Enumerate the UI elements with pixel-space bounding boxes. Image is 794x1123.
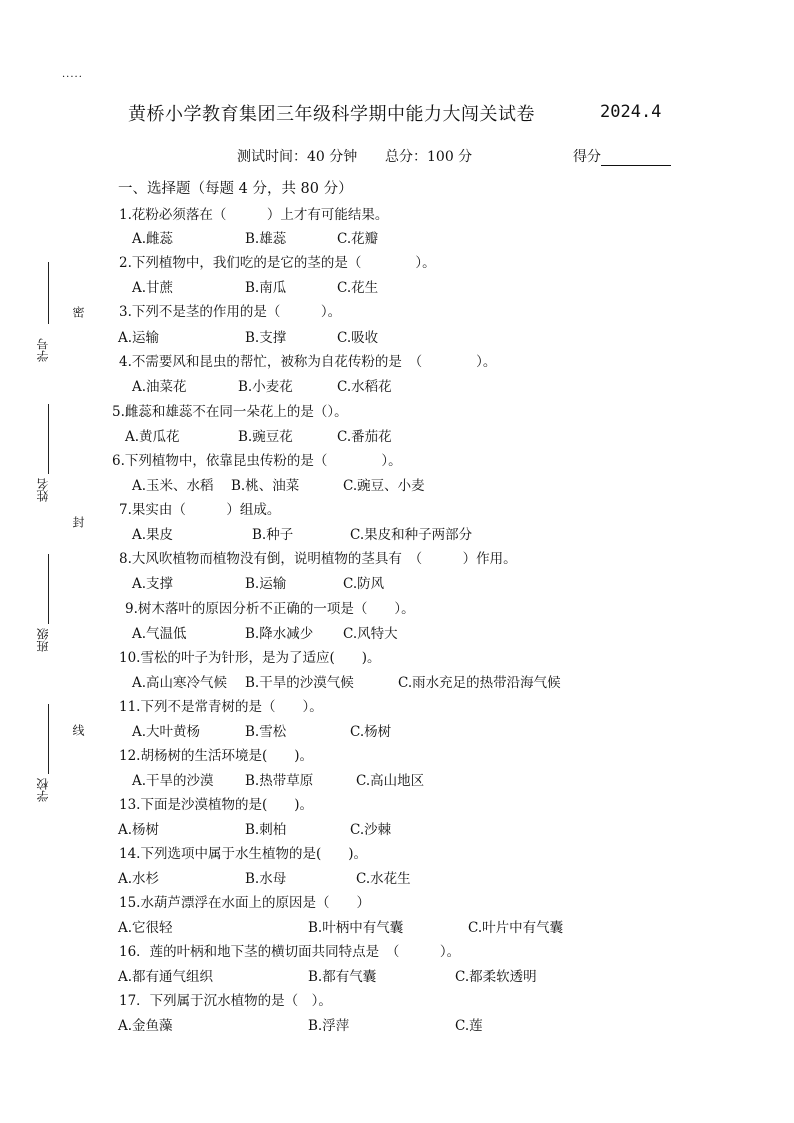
score-blank-line	[601, 151, 671, 166]
question-1: 1.花粉必须落在（ ）上才有可能结果。	[119, 207, 389, 223]
option-5c: C.番茄花	[337, 429, 392, 445]
option-1c: C.花瓣	[337, 231, 379, 247]
question-9: 9.树木落叶的原因分析不正确的一项是（ ）。	[125, 601, 415, 617]
option-10b: B.干旱的沙漠气候	[245, 675, 354, 691]
option-6a: A.玉米、水稻	[132, 478, 214, 494]
name-label: 姓名	[36, 478, 50, 502]
exam-date: 2024.4	[600, 102, 662, 122]
option-3a: A.运输	[118, 330, 160, 346]
corner-dots: ·····	[62, 72, 83, 83]
option-9a: A.气温低	[132, 626, 187, 642]
seal-char-feng: 封	[71, 516, 85, 528]
option-4b: B.小麦花	[238, 379, 293, 395]
option-11b: B.雪松	[245, 724, 287, 740]
option-14b: B.水母	[245, 871, 287, 887]
student-number-line	[48, 262, 49, 324]
option-2a: A.甘蔗	[132, 280, 174, 296]
option-12c: C.高山地区	[356, 773, 425, 789]
option-7a: A.果皮	[132, 527, 174, 543]
test-time: 测试时间：40 分钟	[237, 149, 358, 165]
option-16b: B.都有气囊	[308, 969, 377, 985]
question-6: 6.下列植物中，依靠昆虫传粉的是（ ）。	[112, 453, 402, 469]
option-8b: B.运输	[245, 576, 287, 592]
name-line	[48, 404, 49, 474]
question-11: 11.下列不是常青树的是（ ）。	[119, 699, 323, 715]
total-score: 总分：100 分	[385, 149, 473, 165]
question-8: 8.大风吹植物而植物没有倒，说明植物的茎具有 （ ）作用。	[119, 551, 517, 567]
school-line	[48, 704, 49, 774]
option-11a: A.大叶黄杨	[132, 724, 201, 740]
question-3: 3.下列不是茎的作用的是（ ）。	[119, 304, 342, 320]
option-13a: A.杨树	[118, 822, 160, 838]
option-16a: A.都有通气组织	[118, 969, 214, 985]
option-16c: C.都柔软透明	[455, 969, 537, 985]
seal-char-mi: 密	[71, 306, 85, 318]
option-8c: C.防风	[343, 576, 385, 592]
page-title: 黄桥小学教育集团三年级科学期中能力大闯关试卷	[128, 104, 535, 125]
score-label: 得分	[573, 149, 601, 165]
option-7b: B.种子	[252, 527, 294, 543]
question-13: 13.下面是沙漠植物的是( )。	[119, 797, 314, 813]
option-3c: C.吸收	[337, 330, 379, 346]
option-17c: C.莲	[455, 1018, 483, 1034]
option-3b: B.支撑	[245, 330, 287, 346]
question-15: 15.水葫芦漂浮在水面上的原因是（ ）	[119, 895, 370, 911]
option-15c: C.叶片中有气囊	[468, 920, 564, 936]
question-12: 12.胡杨树的生活环境是( )。	[119, 748, 314, 764]
section-heading: 一、选择题（每题 4 分，共 80 分）	[118, 181, 353, 197]
option-4c: C.水稻花	[337, 379, 392, 395]
option-14a: A.水杉	[118, 871, 160, 887]
option-1b: B.雄蕊	[245, 231, 287, 247]
option-6b: B.桃、油菜	[231, 478, 300, 494]
option-17b: B.浮萍	[308, 1018, 350, 1034]
option-12a: A.干旱的沙漠	[132, 773, 214, 789]
option-13b: B.刺柏	[245, 822, 287, 838]
option-8a: A.支撑	[132, 576, 174, 592]
option-15a: A.它很轻	[118, 920, 173, 936]
option-9c: C.风特大	[343, 626, 398, 642]
question-5: 5.雌蕊和雄蕊不在同一朵花上的是（）。	[112, 404, 348, 420]
student-number-label: 学号	[36, 338, 50, 362]
class-line	[48, 554, 49, 624]
option-14c: C.水花生	[356, 871, 411, 887]
option-11c: C.杨树	[350, 724, 392, 740]
option-12b: B.热带草原	[245, 773, 314, 789]
option-13c: C.沙棘	[350, 822, 392, 838]
seal-char-xian: 线	[71, 724, 85, 736]
score-field	[573, 146, 671, 166]
option-9b: B.降水减少	[245, 626, 314, 642]
option-2b: B.南瓜	[245, 280, 287, 296]
class-label: 班级	[36, 628, 50, 652]
option-2c: C.花生	[337, 280, 379, 296]
question-4: 4.不需要风和昆虫的帮忙，被称为自花传粉的是 （ ）。	[119, 354, 497, 370]
question-17: 17．下列属于沉水植物的是（ ）。	[119, 993, 332, 1009]
option-1a: A.雌蕊	[132, 231, 174, 247]
option-5b: B.豌豆花	[238, 429, 293, 445]
question-10: 10.雪松的叶子为针形，是为了适应( )。	[119, 650, 381, 666]
school-label: 学校	[36, 778, 50, 802]
option-10a: A.高山寒冷气候	[132, 675, 228, 691]
option-15b: B.叶柄中有气囊	[308, 920, 404, 936]
question-14: 14.下列选项中属于水生植物的是( )。	[119, 846, 368, 862]
option-6c: C.豌豆、小麦	[343, 478, 425, 494]
option-17a: A.金鱼藻	[118, 1018, 173, 1034]
question-16: 16．莲的叶柄和地下茎的横切面共同特点是 （ ）。	[119, 944, 461, 960]
option-5a: A.黄瓜花	[125, 429, 180, 445]
option-10c: C.雨水充足的热带沿海气候	[398, 675, 561, 691]
option-4a: A.油菜花	[132, 379, 187, 395]
question-2: 2.下列植物中，我们吃的是它的茎的是（ ）。	[119, 255, 436, 271]
option-7c: C.果皮和种子两部分	[350, 527, 473, 543]
question-7: 7.果实由（ ）组成。	[119, 502, 281, 518]
